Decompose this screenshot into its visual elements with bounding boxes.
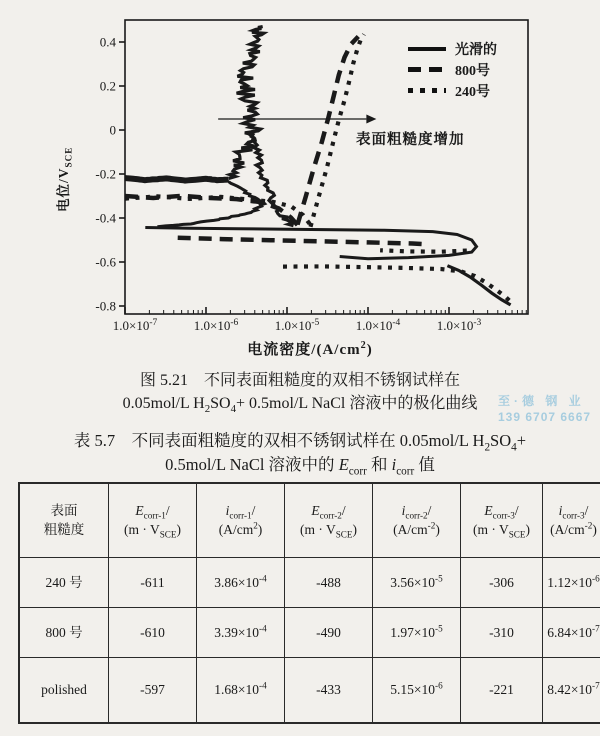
series-dotted <box>283 266 511 301</box>
table-caption-line2: 0.5mol/L NaCl 溶液中的 $E_{corr}$ 和 $i_{corr}$ 值 <box>165 455 435 478</box>
figure-caption-line2: 0.05mol/L $H_2SO_4+ 0.5mol/L$ NaCl 溶液中的极化曲线 <box>122 395 478 416</box>
table-cell: -597 <box>109 657 197 723</box>
table-row <box>19 657 600 723</box>
table-cell: 800 号 <box>19 607 109 657</box>
table-cell: $6.84\times 10^{-7}$ <box>543 607 600 657</box>
table-cell: $1.12\times 10^{-6}$ <box>543 557 600 607</box>
table-cell: polished <box>19 657 109 723</box>
table-cell: $5.15\times 10^{-6}$ <box>373 657 461 723</box>
table-cell: $3.56\times 10^{-5}$ <box>373 557 461 607</box>
table-cell: -221 <box>461 657 543 723</box>
x-axis-title: 电流密度$/(A/cm^2)$ <box>247 340 373 358</box>
header-row <box>19 483 600 557</box>
table-header <box>19 483 600 557</box>
table-cell: $3.86\times 10^{-4}$ <box>197 557 285 607</box>
table-body <box>19 557 600 723</box>
y-tick-label: -0.2 <box>95 166 116 182</box>
watermark <box>498 393 591 425</box>
column-header: $i_{corr-1}/$ $(A/cm^2)$ <box>197 483 285 557</box>
legend-label: 240号 <box>455 84 490 100</box>
watermark-name: 至·德 钢 业 <box>498 394 585 408</box>
chart-canvas <box>0 0 600 362</box>
y-tick-label: 0.2 <box>99 78 116 94</box>
column-header: $E_{corr-1}/$ $(m \cdot V_{SCE})$ <box>109 483 197 557</box>
watermark-phone: 139 6707 6667 <box>498 410 592 424</box>
table-cell: -610 <box>109 607 197 657</box>
table-caption <box>0 429 600 477</box>
y-tick-label: 0.4 <box>99 34 116 50</box>
x-tick-label: $1.0\times 10^{-5}$ <box>274 318 320 333</box>
table-cell: -490 <box>285 607 373 657</box>
series-solid <box>447 266 510 305</box>
y-tick-label: -0.6 <box>95 254 116 270</box>
legend-entry-240 <box>408 82 497 99</box>
series-solid <box>157 182 264 227</box>
table-cell: $1.68\times 10^{-4}$ <box>197 657 285 723</box>
series-solid <box>125 178 229 181</box>
table-row <box>19 557 600 607</box>
series-dashed <box>298 37 359 225</box>
polarization-chart <box>0 0 600 362</box>
table-cell: -611 <box>109 557 197 607</box>
roughness-increase-annotation: 表面粗糙度增加 <box>356 132 465 148</box>
table-cell: $8.42\times 10^{-7}$ <box>543 657 600 723</box>
series-dashed <box>178 238 429 245</box>
table-cell: $1.97\times 10^{-5}$ <box>373 607 461 657</box>
x-tick-label: $1.0\times 10^{-3}$ <box>436 318 482 333</box>
y-axis-title: 电位$/V_{SCE}$ <box>56 146 74 212</box>
column-header: $i_{corr-2}/$ $(A/cm^{-2})$ <box>373 483 461 557</box>
table-cell: 240 号 <box>19 557 109 607</box>
chart-legend <box>408 40 497 103</box>
legend-label: 光滑的 <box>455 42 497 58</box>
y-tick-label: -0.4 <box>95 210 116 226</box>
x-tick-label: $1.0\times 10^{-4}$ <box>355 318 401 333</box>
solid-line-sample <box>408 47 446 51</box>
x-tick-label: $1.0\times 10^{-7}$ <box>112 318 158 333</box>
table-caption-line1: 表 5.7 不同表面粗糙度的双相不锈钢试样在 0.05mol/L $H_2SO_4+$ <box>73 431 527 454</box>
dashed-line-sample <box>408 67 446 72</box>
table-row <box>19 607 600 657</box>
table-cell: -310 <box>461 607 543 657</box>
table-cell: -433 <box>285 657 373 723</box>
series-dotted <box>380 250 467 251</box>
table-cell: -306 <box>461 557 543 607</box>
y-tick-label: 0 <box>109 122 116 138</box>
figure-caption-line1: 图 5.21 不同表面粗糙度的双相不锈钢试样在 <box>139 372 460 389</box>
dotted-line-sample <box>408 88 446 93</box>
column-header: $E_{corr-2}/$ $(m \cdot V_{SCE})$ <box>285 483 373 557</box>
roughness-arrow-head <box>366 115 376 124</box>
column-header: $i_{corr-3}/$ $(A/cm^{-2})$ <box>543 483 600 557</box>
y-tick-label: -0.8 <box>95 298 116 314</box>
table-cell: $3.39\times 10^{-4}$ <box>197 607 285 657</box>
column-header: 表面 粗糙度 <box>19 483 109 557</box>
column-header: $E_{corr-3}/$ $(m \cdot V_{SCE})$ <box>461 483 543 557</box>
legend-label: 800号 <box>455 63 490 79</box>
x-tick-label: $1.0\times 10^{-6}$ <box>193 318 239 333</box>
data-table <box>18 482 600 724</box>
table-cell: -488 <box>285 557 373 607</box>
legend-entry-smooth <box>408 40 497 57</box>
legend-entry-800 <box>408 61 497 78</box>
